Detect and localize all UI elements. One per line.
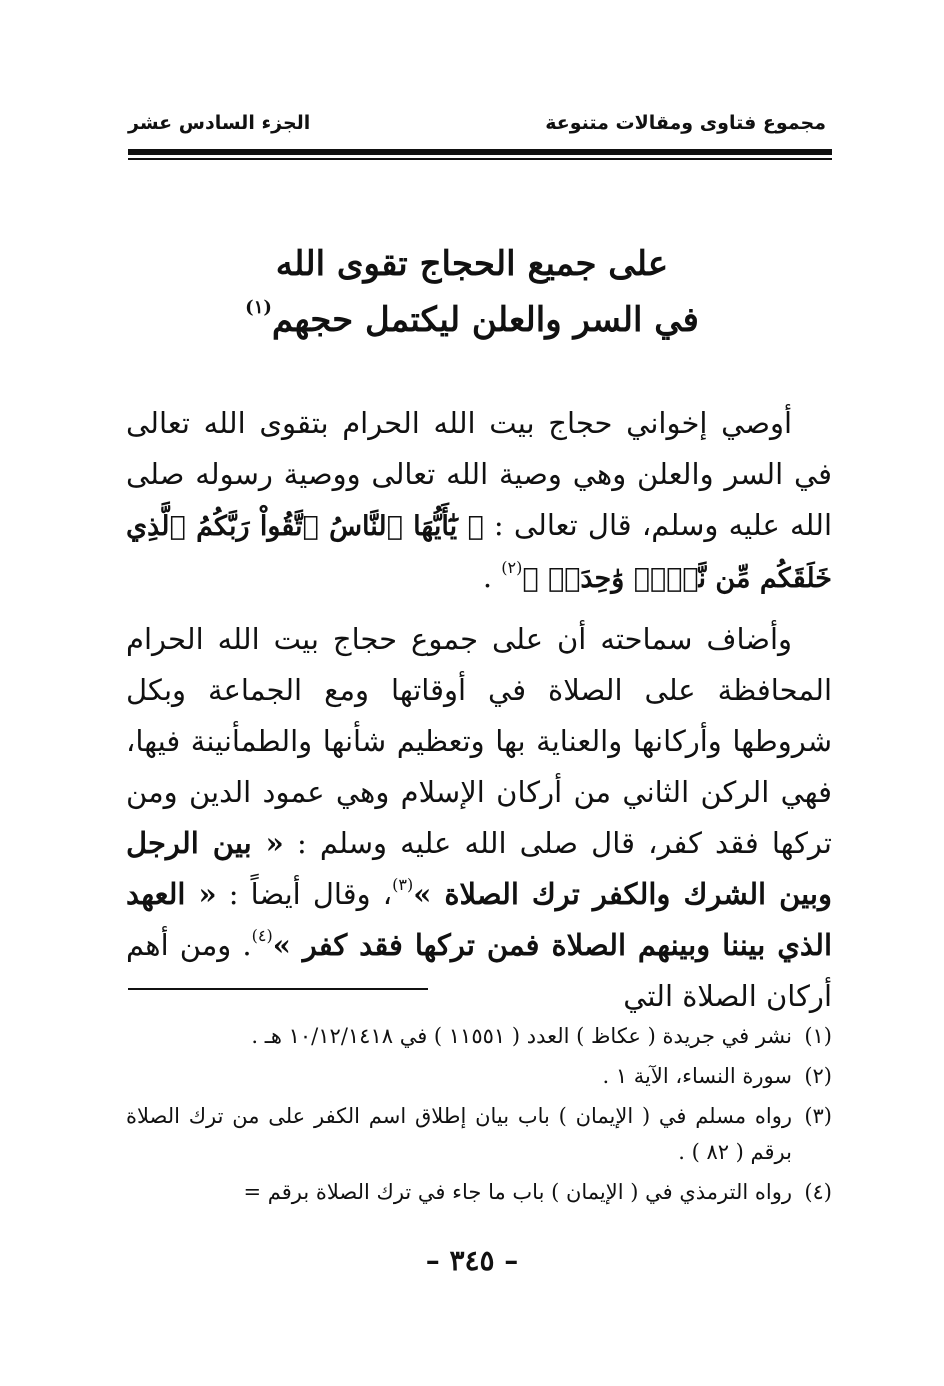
footnote-item	[126, 1098, 832, 1170]
footnote-ref-2: (٢)	[501, 558, 523, 577]
footnotes	[126, 1018, 832, 1214]
footnote-number: (٣)	[804, 1104, 832, 1128]
paragraph-1-text: أوصي إخواني حجاج بيت الله الحرام بتقوى الله تعالى في السر والعلن وهي وصية الله تعالى ووصية رسوله صلى الله عليه وسلم، قال تعالى :	[126, 406, 833, 542]
paragraph-1	[126, 398, 832, 604]
title-line-2	[120, 292, 824, 348]
title-line-1: على جميع الحجاج تقوى الله	[275, 244, 669, 284]
header-rule-thick	[128, 149, 832, 155]
footnote-text: رواه مسلم في ( الإيمان ) باب بيان إطلاق اسم الكفر على من ترك الصلاة برقم ( ٨٢ ) .	[126, 1104, 792, 1164]
footnote-text: سورة النساء، الآية ١ .	[602, 1064, 792, 1088]
running-head	[128, 112, 826, 142]
header-rule-thin	[128, 158, 832, 160]
footnote-number: (٤)	[804, 1180, 832, 1204]
footnote-item	[126, 1058, 832, 1094]
volume-label: الجزء السادس عشر	[128, 112, 311, 134]
footnote-text: نشر في جريدة ( عكاظ ) العدد ( ١١٥٥١ ) في ١٠/١٢/١٤١٨ هـ .	[251, 1024, 792, 1048]
footnote-item	[126, 1174, 832, 1210]
quran-verse: ﴿ يَٰٓأَيُّهَا ٱلنَّاسُ ٱتَّقُواْ رَبَّكُمُ ٱلَّذِي خَلَقَكُم مِّن نَّفۡسٖ وَٰحِدَةٖ ﴾	[126, 511, 832, 594]
paragraph-2-text-b: ، وقال أيضاً :	[228, 877, 393, 911]
footnote-text: رواه الترمذي في ( الإيمان ) باب ما جاء في ترك الصلاة برقم =	[243, 1180, 792, 1204]
collection-title: مجموع فتاوى ومقالات متنوعة	[545, 112, 826, 134]
footnote-ref-3: (٣)	[392, 875, 414, 894]
paragraph-1-end: .	[482, 560, 493, 594]
article-body	[126, 398, 832, 1022]
article-title	[120, 236, 824, 348]
footnote-separator	[128, 988, 428, 990]
title-line-2-text: في السر والعلن ليكتمل حجهم	[271, 300, 699, 340]
paragraph-2	[126, 614, 832, 1022]
paragraph-2-text-a: وأضاف سماحته أن على جموع حجاج بيت الله الحرام المحافظة على الصلاة في أوقاتها ومع الجماعة وبكل شروطها وأركانها والعناية بها وتعظيم شأنها والطمأنينة فيها، فهي الركن الثاني من أركان الإسلام وهي عمود الدين ومن تركها فقد كفر، قال صلى الله عليه وسلم :	[126, 622, 832, 860]
footnote-number: (٢)	[804, 1064, 832, 1088]
footnote-item	[126, 1018, 832, 1054]
hadith-1: « بين الرجل وبين الشرك والكفر ترك الصلاة »	[126, 826, 833, 911]
page-number: – ٣٤٥ –	[425, 1244, 519, 1277]
footnote-ref-4: (٤)	[251, 926, 273, 945]
footnote-number: (١)	[804, 1024, 832, 1048]
title-footnote-ref: (١)	[245, 297, 272, 318]
paragraph-2-text-c: . ومن أهم أركان الصلاة التي	[126, 928, 832, 1013]
hadith-2: « العهد الذي بيننا وبينهم الصلاة فمن تركها فقد كفر »	[126, 877, 833, 962]
